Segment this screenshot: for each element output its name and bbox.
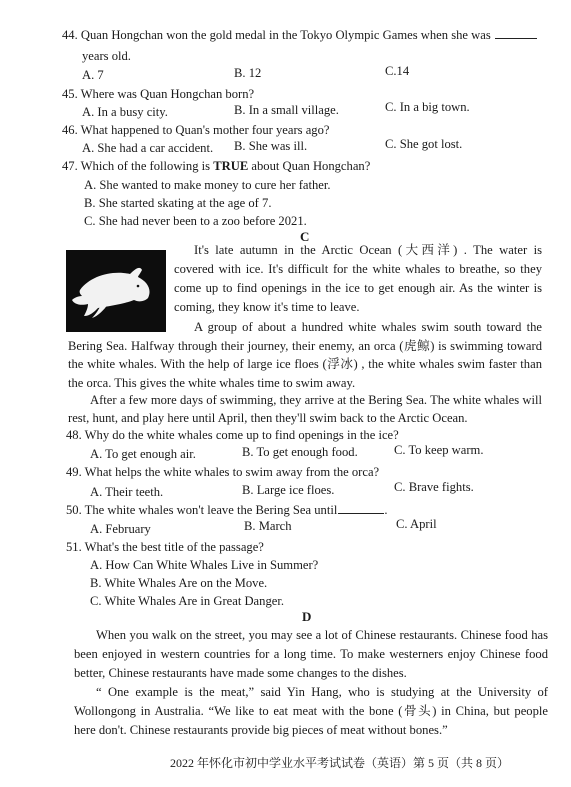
option-b: B. To get enough food. (242, 445, 358, 459)
question-51: 51. What's the best title of the passage? (66, 540, 264, 554)
passage-line: Wollongong in Australia. “We like to eat meat with the bone (骨头) in China, but people (74, 704, 548, 718)
passage-line: covered with ice. It's difficult for the white whales to breathe, so they (174, 262, 542, 276)
option-c: C.14 (385, 64, 410, 78)
question-48: 48. Why do the white whales come up to find openings in the ice? (66, 428, 399, 442)
question-47 (62, 160, 370, 173)
option-b: B. Large ice floes. (242, 483, 335, 497)
question-44-continuation: years old. (82, 49, 131, 63)
passage-line: coming, they know it's time to leave. (174, 300, 360, 314)
option-b: B. In a small village. (234, 103, 339, 117)
question-47-emphasis: TRUE (213, 159, 249, 173)
option-b: B. She was ill. (234, 139, 308, 153)
section-heading-d: D (302, 609, 312, 624)
passage-line: the white whales. With the help of large ice floes (浮冰) , the white whales swim faster than (68, 357, 542, 371)
option-a: A. To get enough air. (90, 447, 196, 461)
whale-image (66, 250, 166, 332)
option-a: A. Their teeth. (90, 485, 164, 499)
white-whale-illustration (66, 250, 166, 332)
option-a: A. February (90, 522, 151, 536)
passage-line: After a few more days of swimming, they arrive at the Bering Sea. The white whales will (90, 393, 542, 407)
question-44-text: 44. Quan Hongchan won the gold medal in the Tokyo Olympic Games when she was (62, 28, 491, 42)
option-b: B. March (244, 519, 292, 533)
option-a: A. 7 (82, 68, 104, 82)
question-47-post: about Quan Hongchan? (251, 159, 371, 173)
question-45: 45. Where was Quan Hongchan born? (62, 87, 255, 101)
passage-line: here don't. Chinese restaurants provide big pieces of meat without bones.” (74, 723, 448, 737)
passage-line: Bering Sea. Halfway through their journey, their enemy, an orca (虎鲸) is swimming toward (68, 339, 542, 353)
question-46: 46. What happened to Quan's mother four years ago? (62, 123, 330, 137)
question-49: 49. What helps the white whales to swim away from the orca? (66, 465, 380, 479)
option-c: C. White Whales Are in Great Danger. (90, 594, 284, 608)
passage-line: come up to find openings in the ice to get enough air. As the winter is (174, 281, 542, 295)
option-c: C. In a big town. (385, 100, 470, 114)
passage-line: better, Chinese restaurants have made some changes to the dishes. (74, 666, 407, 680)
passage-line: It's late autumn in the Arctic Ocean (大西洋) . The water is (194, 243, 542, 257)
option-c: C. Brave fights. (394, 480, 474, 494)
option-c: C. April (396, 517, 437, 531)
option-b: B. White Whales Are on the Move. (90, 576, 268, 590)
question-47-pre: 47. Which of the following is (62, 159, 211, 173)
page-footer: 2022 年怀化市初中学业水平考试试卷（英语）第 5 页（共 8 页） (170, 756, 510, 770)
passage-line: the orca. This gives the white whales time to swim away. (68, 376, 356, 390)
option-a: A. She wanted to make money to cure her father. (84, 178, 331, 192)
option-c: C. She got lost. (385, 137, 463, 151)
passage-line: been enjoyed in western countries for a long time. To make westerners enjoy Chinese food (74, 647, 548, 661)
option-b: B. 12 (234, 66, 262, 80)
passage-line: rest, hunt, and play here until April, then they'll swim back to the Arctic Ocean. (68, 411, 468, 425)
passage-line: A group of about a hundred white whales swim south toward the (194, 320, 542, 334)
section-heading-c: C (300, 229, 310, 244)
option-c: C. She had never been to a zoo before 2021. (84, 214, 307, 228)
answer-blank (495, 29, 537, 39)
option-a: A. How Can White Whales Live in Summer? (90, 558, 319, 572)
passage-line: “ One example is the meat,” said Yin Hang, who is studying at the University of (96, 685, 548, 699)
answer-blank (338, 504, 384, 514)
question-44 (62, 29, 537, 42)
question-50: 50. The white whales won't leave the Bering Sea until . (66, 503, 388, 517)
option-a: A. In a busy city. (82, 105, 168, 119)
question-50-text: 50. The white whales won't leave the Bering Sea until (66, 503, 338, 517)
option-a: A. She had a car accident. (82, 141, 214, 155)
option-b: B. She started skating at the age of 7. (84, 196, 272, 210)
passage-line: When you walk on the street, you may see a lot of Chinese restaurants. Chinese food has (96, 628, 548, 642)
option-c: C. To keep warm. (394, 443, 484, 457)
